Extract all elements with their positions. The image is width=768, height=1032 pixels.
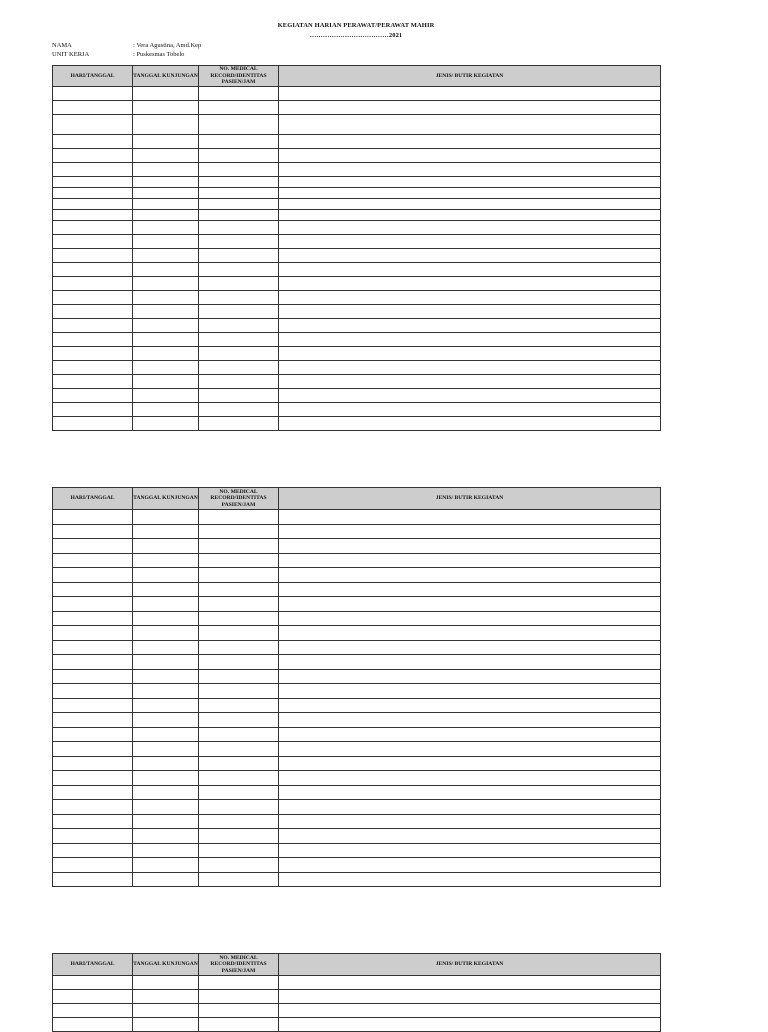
table-cell <box>199 135 279 149</box>
table-cell <box>133 597 199 612</box>
table-row <box>53 568 661 583</box>
table-row <box>53 814 661 829</box>
col-header-visit-date: TANGGAL KUNJUNGAN <box>133 66 199 87</box>
table-row <box>53 539 661 554</box>
table-cell <box>279 976 661 990</box>
table-cell <box>133 375 199 389</box>
table-row <box>53 149 661 163</box>
table-cell <box>199 976 279 990</box>
table-cell <box>133 640 199 655</box>
table-cell <box>199 361 279 375</box>
table-row <box>53 742 661 757</box>
table-cell <box>199 698 279 713</box>
table-cell <box>199 375 279 389</box>
table-cell <box>199 277 279 291</box>
table-cell <box>279 361 661 375</box>
document-period: ………………………………2021 <box>309 32 403 39</box>
table-cell <box>279 626 661 641</box>
table-cell <box>53 163 133 177</box>
table-cell <box>199 814 279 829</box>
table-cell <box>199 1018 279 1032</box>
table-cell <box>133 221 199 235</box>
table-cell <box>53 87 133 101</box>
table-cell <box>133 101 199 115</box>
table-cell <box>53 177 133 188</box>
table-cell <box>133 177 199 188</box>
table-cell <box>53 843 133 858</box>
table-cell <box>279 568 661 583</box>
table-row <box>53 347 661 361</box>
table-cell <box>279 221 661 235</box>
table-cell <box>279 655 661 670</box>
table-row <box>53 1004 661 1018</box>
table-cell <box>279 872 661 887</box>
table-cell <box>53 626 133 641</box>
table-cell <box>53 221 133 235</box>
table-cell <box>199 163 279 177</box>
table-cell <box>133 976 199 990</box>
table-cell <box>133 1004 199 1018</box>
table-cell <box>279 669 661 684</box>
table-cell <box>133 785 199 800</box>
table-row <box>53 1018 661 1032</box>
table-cell <box>279 277 661 291</box>
table-cell <box>279 713 661 728</box>
table-cell <box>199 221 279 235</box>
table-row <box>53 582 661 597</box>
table-cell <box>199 597 279 612</box>
table-cell <box>53 305 133 319</box>
table-cell <box>279 640 661 655</box>
table-cell <box>199 319 279 333</box>
table-row <box>53 277 661 291</box>
table-row <box>53 210 661 221</box>
table-cell <box>279 858 661 873</box>
table-cell <box>279 829 661 844</box>
table-row <box>53 597 661 612</box>
table-cell <box>53 655 133 670</box>
table-cell <box>199 843 279 858</box>
table-cell <box>279 291 661 305</box>
table-cell <box>199 188 279 199</box>
table-cell <box>133 669 199 684</box>
table-row <box>53 115 661 135</box>
table-cell <box>199 785 279 800</box>
table-row <box>53 510 661 525</box>
table-cell <box>133 858 199 873</box>
table-cell <box>133 210 199 221</box>
table-cell <box>53 149 133 163</box>
table-cell <box>279 149 661 163</box>
table-cell <box>199 713 279 728</box>
table-cell <box>279 524 661 539</box>
table-cell <box>53 568 133 583</box>
col-header-day-date: HARI/TANGGAL <box>53 954 133 976</box>
activity-table-1 <box>52 65 661 431</box>
table-cell <box>199 1004 279 1018</box>
table-cell <box>133 655 199 670</box>
table-cell <box>279 843 661 858</box>
table-cell <box>199 742 279 757</box>
table-cell <box>133 510 199 525</box>
table-cell <box>199 417 279 431</box>
table-row <box>53 87 661 101</box>
table-cell <box>279 210 661 221</box>
table-cell <box>279 727 661 742</box>
table-cell <box>199 640 279 655</box>
table-cell <box>279 101 661 115</box>
table-cell <box>53 333 133 347</box>
table-cell <box>199 858 279 873</box>
table-cell <box>53 115 133 135</box>
table-cell <box>133 87 199 101</box>
table-cell <box>133 814 199 829</box>
table-cell <box>53 684 133 699</box>
table-row <box>53 785 661 800</box>
table-cell <box>53 101 133 115</box>
table-cell <box>133 713 199 728</box>
table-row <box>53 249 661 263</box>
table-cell <box>53 188 133 199</box>
table-cell <box>133 403 199 417</box>
table-cell <box>133 149 199 163</box>
col-header-activity: JENIS/ BUTIR KEGIATAN <box>279 488 661 510</box>
table-cell <box>279 389 661 403</box>
table-cell <box>279 87 661 101</box>
col-header-medical-record: NO. MEDICAL RECORD/IDENTITAS PASIEN/JAM <box>199 954 279 976</box>
col-header-day-date: HARI/TANGGAL <box>53 66 133 87</box>
table-row <box>53 727 661 742</box>
table-row <box>53 843 661 858</box>
table-cell <box>199 149 279 163</box>
table-cell <box>133 626 199 641</box>
table-cell <box>133 135 199 149</box>
table-row <box>53 553 661 568</box>
table-cell <box>279 305 661 319</box>
table-cell <box>53 1004 133 1018</box>
table-cell <box>279 163 661 177</box>
table-cell <box>199 389 279 403</box>
table-row <box>53 698 661 713</box>
table-cell <box>53 210 133 221</box>
table-cell <box>133 553 199 568</box>
table-cell <box>133 417 199 431</box>
table-cell <box>53 361 133 375</box>
table-cell <box>53 291 133 305</box>
col-header-medical-record: NO. MEDICAL RECORD/IDENTITAS PASIEN/JAM <box>199 66 279 87</box>
table-row <box>53 713 661 728</box>
table-row <box>53 626 661 641</box>
table-cell <box>279 235 661 249</box>
table-cell <box>199 800 279 815</box>
name-value: : Vera Agustina, Amd.Kep <box>133 42 202 49</box>
table-cell <box>53 785 133 800</box>
table-cell <box>279 177 661 188</box>
table-cell <box>133 539 199 554</box>
table-row <box>53 199 661 210</box>
table-cell <box>279 553 661 568</box>
table-cell <box>53 742 133 757</box>
table-cell <box>279 800 661 815</box>
table-cell <box>53 713 133 728</box>
table-cell <box>53 389 133 403</box>
table-cell <box>53 347 133 361</box>
table-cell <box>133 333 199 347</box>
table-cell <box>53 640 133 655</box>
table-cell <box>53 235 133 249</box>
table-cell <box>199 87 279 101</box>
table-cell <box>133 235 199 249</box>
table-cell <box>279 319 661 333</box>
table-cell <box>199 872 279 887</box>
table-cell <box>53 403 133 417</box>
table-cell <box>53 771 133 786</box>
table-cell <box>53 814 133 829</box>
table-cell <box>53 727 133 742</box>
table-cell <box>279 263 661 277</box>
table-cell <box>279 1004 661 1018</box>
table-cell <box>199 990 279 1004</box>
table-cell <box>199 626 279 641</box>
table-cell <box>53 756 133 771</box>
table-cell <box>53 597 133 612</box>
table-cell <box>133 291 199 305</box>
table-row <box>53 524 661 539</box>
table-cell <box>53 375 133 389</box>
table-cell <box>133 188 199 199</box>
table-cell <box>133 249 199 263</box>
col-header-activity: JENIS/ BUTIR KEGIATAN <box>279 66 661 87</box>
table-row <box>53 403 661 417</box>
table-cell <box>279 115 661 135</box>
table-cell <box>199 655 279 670</box>
table-cell <box>53 1018 133 1032</box>
table-cell <box>279 684 661 699</box>
table-cell <box>133 829 199 844</box>
table-cell <box>279 597 661 612</box>
table-cell <box>199 524 279 539</box>
table-row <box>53 305 661 319</box>
activity-table-3 <box>52 953 661 1032</box>
table-cell <box>279 510 661 525</box>
table-cell <box>133 611 199 626</box>
table-cell <box>279 582 661 597</box>
table-row <box>53 263 661 277</box>
table-cell <box>53 135 133 149</box>
table-cell <box>53 698 133 713</box>
table-row <box>53 684 661 699</box>
document-title: KEGIATAN HARIAN PERAWAT/PERAWAT MAHIR <box>277 22 435 29</box>
table-cell <box>199 582 279 597</box>
table-row <box>53 829 661 844</box>
table-cell <box>53 417 133 431</box>
table-cell <box>53 199 133 210</box>
col-header-visit-date: TANGGAL KUNJUNGAN <box>133 488 199 510</box>
table-row <box>53 361 661 375</box>
table-cell <box>53 990 133 1004</box>
table-cell <box>199 568 279 583</box>
table-cell <box>53 858 133 873</box>
table-row <box>53 669 661 684</box>
table-cell <box>53 829 133 844</box>
table-cell <box>279 814 661 829</box>
table-cell <box>133 115 199 135</box>
table-cell <box>133 698 199 713</box>
activity-table-2 <box>52 487 661 887</box>
table-cell <box>279 188 661 199</box>
table-row <box>53 177 661 188</box>
table-cell <box>279 333 661 347</box>
table-cell <box>133 756 199 771</box>
table-row <box>53 976 661 990</box>
table-cell <box>279 135 661 149</box>
table-cell <box>133 872 199 887</box>
table-row <box>53 319 661 333</box>
table-cell <box>199 756 279 771</box>
table-cell <box>133 684 199 699</box>
table-row <box>53 655 661 670</box>
table-cell <box>199 829 279 844</box>
table-cell <box>53 277 133 291</box>
table-cell <box>279 249 661 263</box>
table-cell <box>199 263 279 277</box>
table-cell <box>199 291 279 305</box>
table-cell <box>199 403 279 417</box>
table-row <box>53 221 661 235</box>
table-row <box>53 611 661 626</box>
table-cell <box>53 800 133 815</box>
table-cell <box>133 199 199 210</box>
table-cell <box>199 210 279 221</box>
table-cell <box>279 1018 661 1032</box>
table-cell <box>133 305 199 319</box>
table-row <box>53 771 661 786</box>
col-header-activity: JENIS/ BUTIR KEGIATAN <box>279 954 661 976</box>
table-row <box>53 800 661 815</box>
table-row <box>53 101 661 115</box>
table-cell <box>53 553 133 568</box>
table-cell <box>199 727 279 742</box>
table-cell <box>199 199 279 210</box>
table-cell <box>199 235 279 249</box>
table-row <box>53 640 661 655</box>
table-cell <box>199 553 279 568</box>
table-cell <box>133 163 199 177</box>
table-cell <box>53 976 133 990</box>
table-cell <box>199 684 279 699</box>
col-header-visit-date: TANGGAL KUNJUNGAN <box>133 954 199 976</box>
name-label: NAMA <box>52 42 72 49</box>
table-cell <box>53 263 133 277</box>
table-cell <box>199 510 279 525</box>
unit-value: : Puskesmas Tobelo <box>133 51 185 58</box>
table-cell <box>279 347 661 361</box>
table-cell <box>133 277 199 291</box>
table-cell <box>199 333 279 347</box>
table-cell <box>133 582 199 597</box>
table-cell <box>199 305 279 319</box>
table-cell <box>133 990 199 1004</box>
table-row <box>53 163 661 177</box>
table-cell <box>133 800 199 815</box>
table-cell <box>53 319 133 333</box>
table-cell <box>53 510 133 525</box>
table-cell <box>133 771 199 786</box>
table-cell <box>199 177 279 188</box>
table-cell <box>279 756 661 771</box>
table-cell <box>199 115 279 135</box>
table-cell <box>133 568 199 583</box>
table-cell <box>279 742 661 757</box>
table-row <box>53 188 661 199</box>
table-cell <box>279 990 661 1004</box>
col-header-day-date: HARI/TANGGAL <box>53 488 133 510</box>
table-cell <box>199 539 279 554</box>
col-header-medical-record: NO. MEDICAL RECORD/IDENTITAS PASIEN/JAM <box>199 488 279 510</box>
table-cell <box>53 249 133 263</box>
table-row <box>53 858 661 873</box>
table-cell <box>53 872 133 887</box>
table-cell <box>133 361 199 375</box>
table-cell <box>279 771 661 786</box>
unit-label: UNIT KERJA <box>52 51 90 58</box>
table-cell <box>199 771 279 786</box>
table-row <box>53 375 661 389</box>
table-cell <box>133 742 199 757</box>
table-cell <box>199 249 279 263</box>
table-row <box>53 990 661 1004</box>
table-cell <box>133 843 199 858</box>
table-cell <box>133 1018 199 1032</box>
table-cell <box>53 582 133 597</box>
table-cell <box>279 417 661 431</box>
table-cell <box>53 524 133 539</box>
table-cell <box>279 375 661 389</box>
table-cell <box>133 319 199 333</box>
table-cell <box>279 199 661 210</box>
table-cell <box>133 263 199 277</box>
table-row <box>53 872 661 887</box>
table-row <box>53 756 661 771</box>
table-cell <box>133 727 199 742</box>
table-row <box>53 333 661 347</box>
table-cell <box>279 539 661 554</box>
table-cell <box>133 524 199 539</box>
table-cell <box>279 403 661 417</box>
table-row <box>53 235 661 249</box>
table-cell <box>279 698 661 713</box>
table-row <box>53 417 661 431</box>
table-row <box>53 389 661 403</box>
table-cell <box>53 539 133 554</box>
table-cell <box>53 669 133 684</box>
table-cell <box>133 389 199 403</box>
table-cell <box>279 611 661 626</box>
table-cell <box>199 347 279 361</box>
table-row <box>53 135 661 149</box>
table-cell <box>133 347 199 361</box>
table-cell <box>199 101 279 115</box>
table-cell <box>279 785 661 800</box>
table-cell <box>199 611 279 626</box>
table-row <box>53 291 661 305</box>
table-cell <box>199 669 279 684</box>
table-cell <box>53 611 133 626</box>
